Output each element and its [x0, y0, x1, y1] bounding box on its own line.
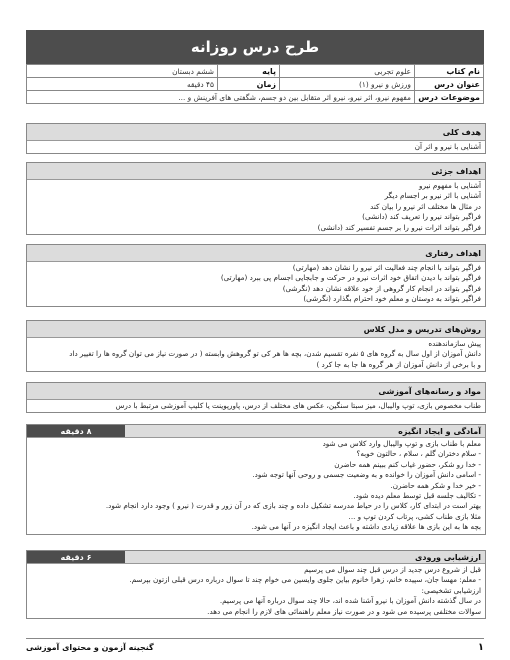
preparation-line: بهتر است در ابتدای کار، کلاس را در حیاط مدرسه تشکیل داده و چند بازی که در آن زور و قدرت ( نیرو ) وجود دارد انجام شود.	[105, 501, 481, 511]
partial-goal-line: فراگیر بتواند نیرو را تعریف کند (دانشی)	[362, 212, 481, 222]
partial-goals-section	[26, 162, 486, 235]
general-goal-line: آشنایی با نیرو و اثر آن	[414, 142, 481, 151]
page-title: طرح درس روزانه	[26, 30, 484, 64]
partial-goal-line: در مثال ها مختلف اثر نیرو را بیان کند	[370, 201, 481, 211]
preparation-line: معلم با طناب بازی و توپ والیبال وارد کلاس می شود	[322, 439, 481, 448]
topic-value: ورزش و نیرو (۱)	[280, 78, 415, 91]
evaluation-line: قبل از شروع درس جدید از درس قبل چند سوال می پرسیم	[304, 565, 481, 574]
behavioral-goal-line: فراگیر بتواند در انجام کار گروهی از خود علاقه نشان دهد (نگرشی)	[282, 283, 481, 293]
time-label: زمان	[218, 78, 280, 91]
teaching-methods-section	[26, 320, 486, 372]
methods-line: و با برخی از دانش آموزان از هر گروه ها جا به جا کرد )	[316, 359, 481, 369]
behavioral-goals-section	[26, 244, 486, 307]
grade-value: ششم دبستان	[27, 65, 218, 78]
section-title: اهداف رفتاری	[27, 245, 485, 262]
preparation-section	[26, 424, 486, 535]
info-table	[26, 64, 484, 104]
preparation-line: بچه ها به این بازی ها علاقه زیادی داشته و باعث ایجاد انگیزه در آنها می شود.	[251, 522, 481, 532]
grade-label: پایه	[218, 65, 280, 78]
methods-line: پیش سازماندهنده	[428, 339, 481, 348]
behavioral-goal-line: فراگیر بتواند با دیدن اتفاق خود اثرات نیرو در حرکت و جابجایی اجسام پی ببرد (مهارتی)	[220, 273, 481, 283]
section-title: روش‌های تدریس و مدل کلاس	[27, 321, 485, 338]
initial-evaluation-section	[26, 550, 486, 619]
evaluation-line: ارزشیابی تشخیصی:	[421, 585, 481, 595]
time-value: ۴۵ دقیقه	[27, 78, 218, 91]
page-footer	[26, 638, 484, 653]
section-title: هدف کلی	[27, 124, 485, 141]
preparation-line: مثلا بازی طناب کشی، پرتاب کردن توپ و ...	[348, 511, 481, 521]
materials-section	[26, 382, 486, 413]
section-title: مواد و رسانه‌های آموزشی	[27, 383, 485, 400]
time-badge: ۶ دقیقه	[27, 551, 125, 563]
methods-line: دانش آموزان از اول سال به گروه های ۵ نفره تقسیم شدن، بچه ها هر کی تو گروهش وابسته ( در صورت نیاز می توان گروه ها را تغییر داد	[69, 349, 481, 359]
book-label: نام کتاب	[415, 65, 484, 78]
evaluation-line: سوالات مختلفی پرسیده می شود و در صورت نیاز معلم راهنمائی های لازم را انجام می دهد.	[207, 606, 481, 616]
publisher-name: گنجینه آزمون و محتوای آموزشی	[26, 643, 154, 652]
preparation-line: - اسامی دانش آموزان را خوانده و به وضعیت جسمی و روحی آنها توجه شود.	[252, 470, 481, 480]
subjects-label: موضوعات درس	[415, 91, 484, 104]
evaluation-line: در سال گذشته دانش آموزان با نیرو آشنا شده اند، حالا چند سوال درباره آنها می پرسیم.	[219, 596, 481, 606]
evaluation-line: - معلم: مهسا جان، سپیده خانم، زهرا خانوم بیاین جلوی وایسین می خوام چند تا سوال درباره درس قبلی ازتون بپرسم.	[129, 575, 481, 585]
behavioral-goal-line: فراگیر بتواند با انجام چند فعالیت اثر نیرو را نشان دهد (مهارتی)	[292, 263, 481, 272]
time-badge: ۸ دقیقه	[27, 425, 125, 437]
preparation-line: - خیر خدا و شکر همه حاضرن.	[390, 480, 481, 490]
partial-goal-line: آشنایی با مفهوم نیرو	[419, 181, 481, 190]
partial-goal-line: آشنایی با اثر نیرو بر اجسام دیگر	[384, 191, 481, 201]
preparation-line: - تکالیف جلسه قبل توسط معلم دیده شود.	[353, 491, 481, 501]
topic-label: عنوان درس	[415, 78, 484, 91]
subjects-value: مفهوم نیرو، اثر نیرو، نیرو اثر متقابل بین دو جسم، شگفتی های آفرینش و ...	[27, 91, 415, 104]
behavioral-goal-line: فراگیر بتواند به دوستان و معلم خود احترام بگذارد (نگرشی)	[303, 294, 481, 304]
book-value: علوم تجربی	[280, 65, 415, 78]
section-title: ارزشیابی ورودی	[415, 552, 481, 562]
materials-line: طناب مخصوص بازی، توپ والیبال، میز سبتا سنگین، عکس های مختلف از درس، پاورپوینت یا کلیپ آموزشی مرتبط با درس	[115, 401, 481, 410]
page-number: ۱	[477, 642, 484, 653]
preparation-line: - خدا رو شکر، حضور غیاب کنم ببینم همه حاضرن	[334, 459, 481, 469]
section-title: اهداف جزئی	[27, 163, 485, 180]
preparation-line: - سلام دختران گلم ، سلام ، حالتون خوبه؟	[356, 449, 481, 459]
section-title: آمادگی و ایجاد انگیزه	[398, 426, 481, 436]
general-goal-section	[26, 123, 486, 154]
partial-goal-line: فراگیر بتواند اثرات نیرو را بر جسم تفسیر کند (دانشی)	[317, 222, 481, 232]
